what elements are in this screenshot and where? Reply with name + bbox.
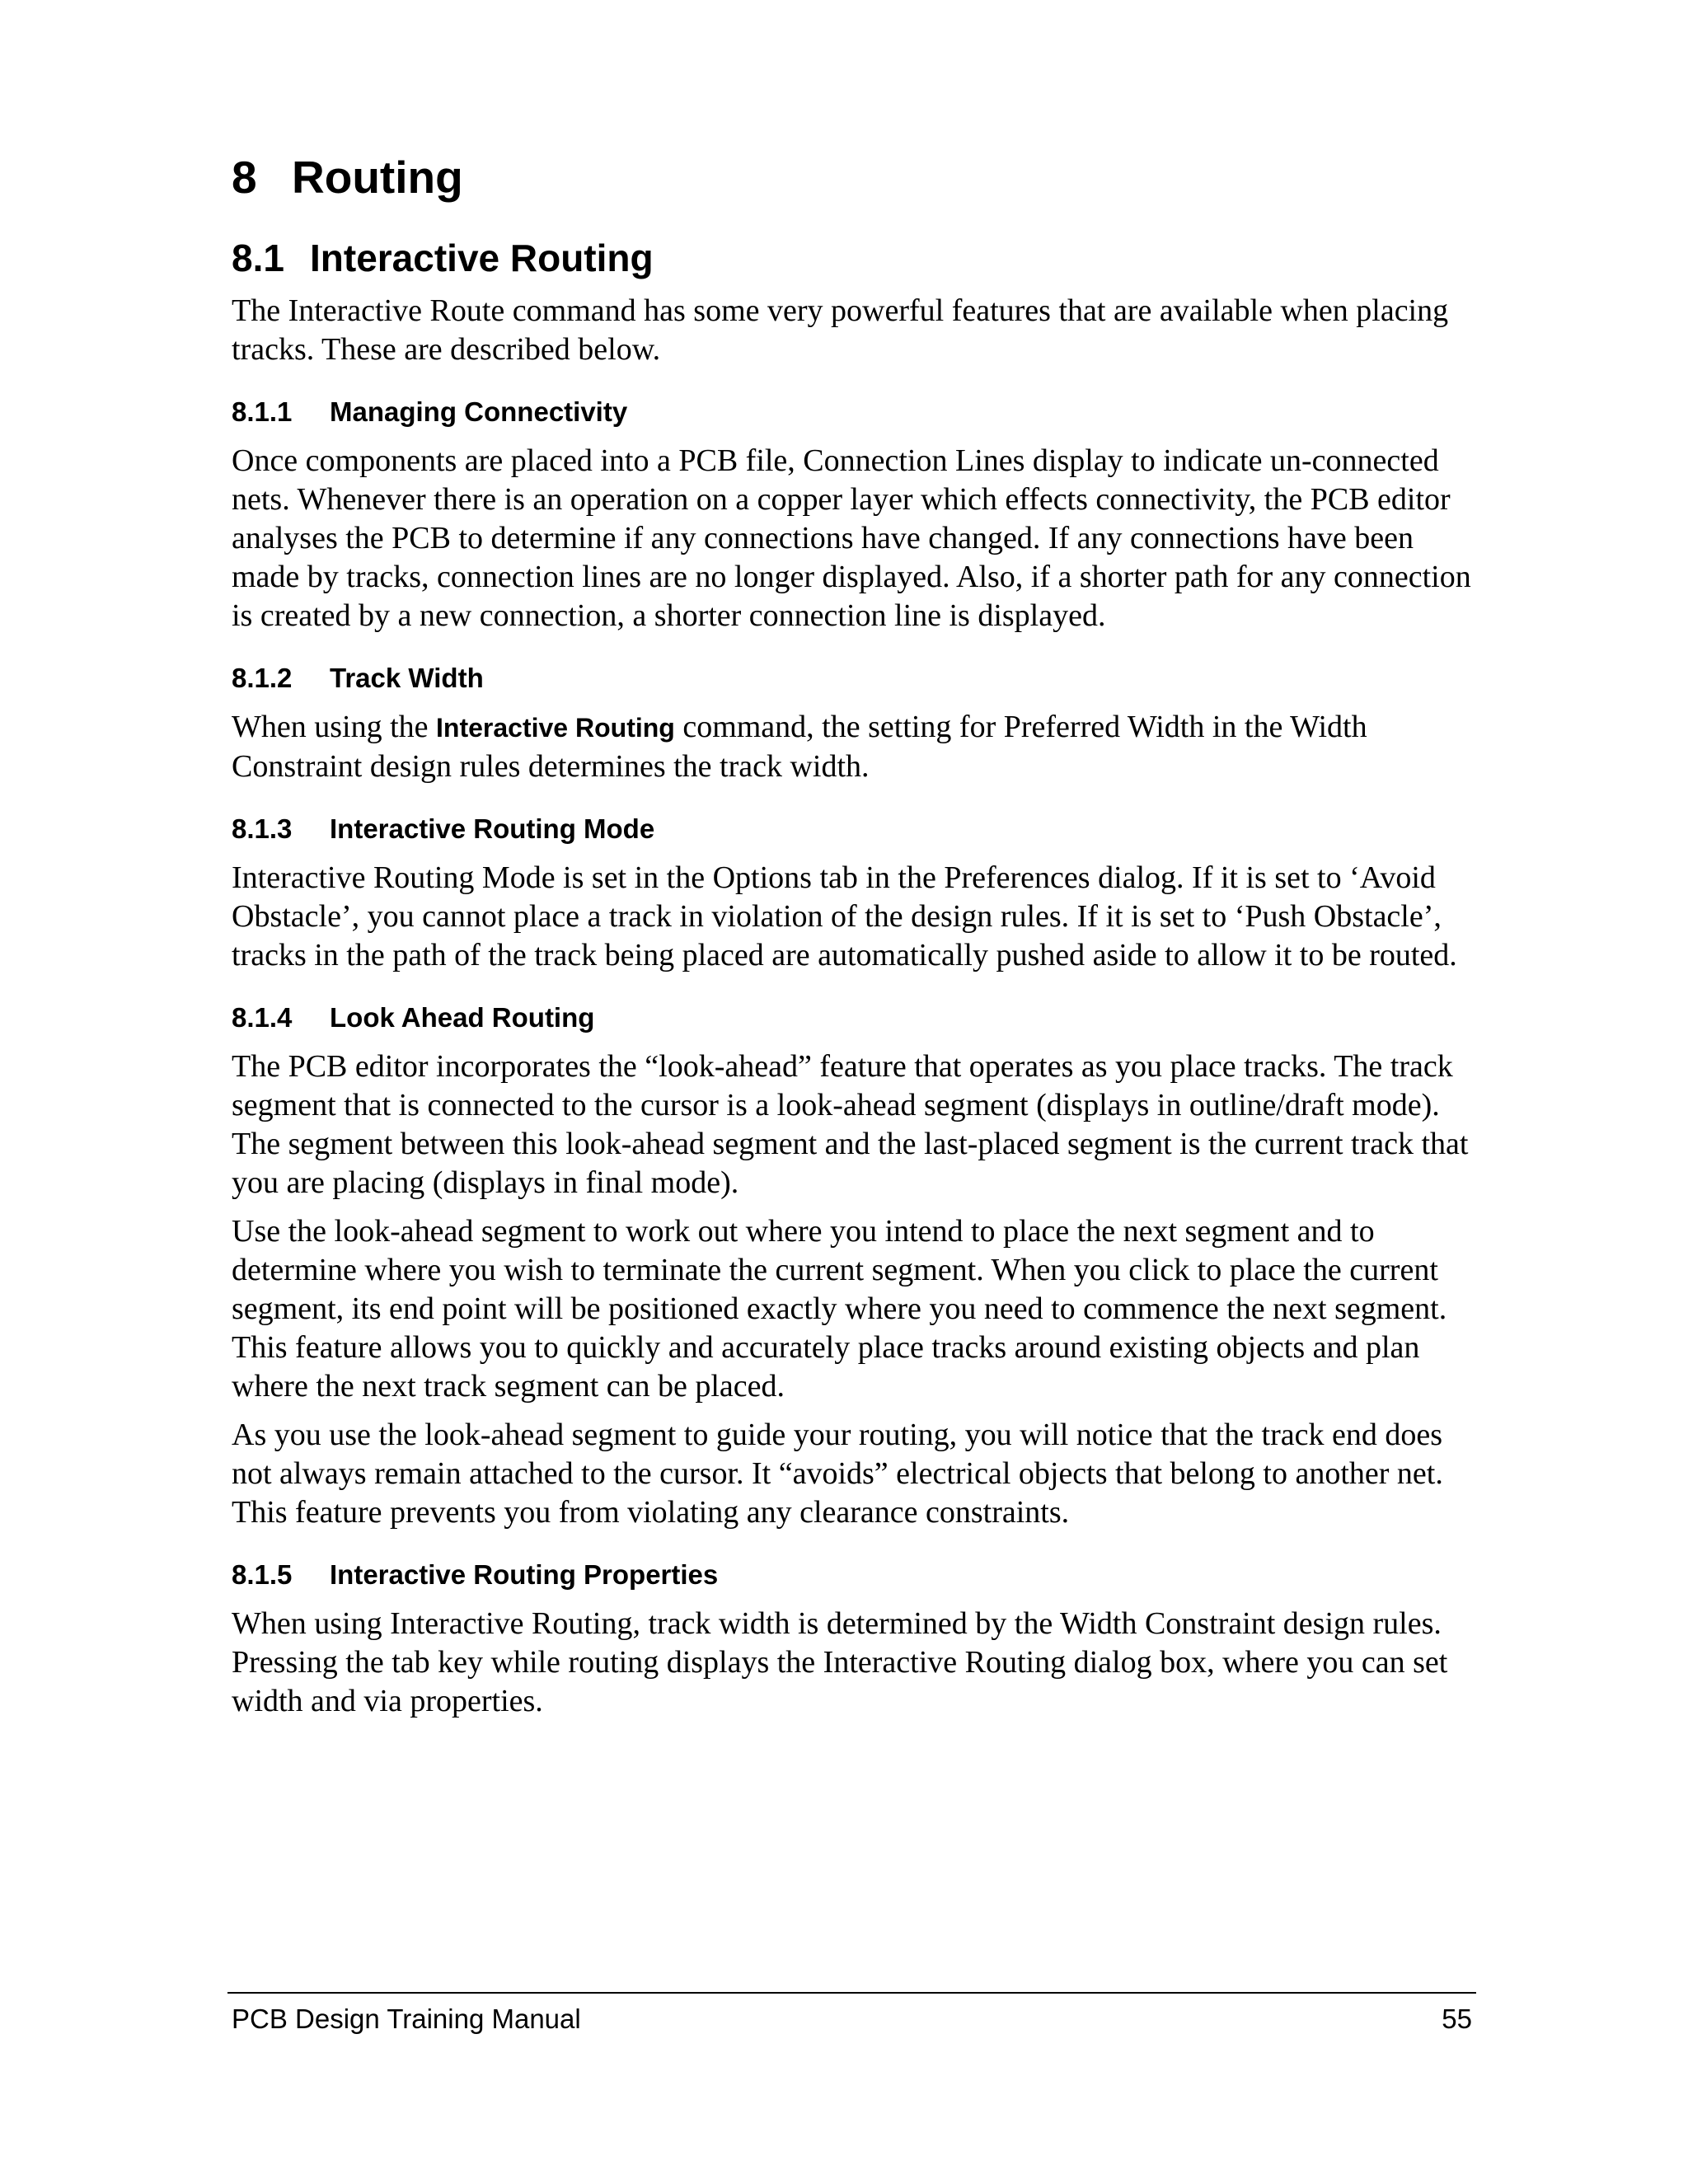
subsection-number: 8.1.2 (232, 663, 293, 693)
paragraph-text: command, the setting for Preferred Width in the Width Constraint design rules determines the track width. (232, 710, 1367, 784)
chapter-title: Routing (292, 152, 463, 203)
footer-title: PCB Design Training Manual (232, 2004, 581, 2034)
subsection-number: 8.1.4 (232, 1002, 293, 1033)
subsection-heading-interactive-routing-mode (232, 811, 1476, 847)
subsection-heading-track-width (232, 660, 1476, 696)
paragraph-text: When using the (232, 710, 437, 744)
subsection-number: 8.1.3 (232, 813, 293, 844)
subsection-title: Interactive Routing Mode (330, 813, 655, 844)
page-number: 55 (1442, 2004, 1472, 2034)
subsection-heading-look-ahead-routing (232, 1000, 1476, 1036)
subsection-number: 8.1.1 (232, 396, 293, 427)
paragraph: Interactive Routing Mode is set in the Options tab in the Preferences dialog. If it is set to ‘Avoid Obstacle’, you cannot place a track in violation of the design rules. If it is set to ‘Push Obstacle’, tracks in the path of the track being placed are automatically pushed aside to allow it to be routed. (232, 860, 1457, 972)
subsection-number: 8.1.5 (232, 1559, 293, 1590)
paragraph: Once components are placed into a PCB file, Connection Lines display to indicate un-connected nets. Whenever there is an operation on a copper layer which effects connectivity, the PCB editor analyses the PCB to determine if any connections have changed. If any connections have been made by tracks, connection lines are no longer displayed. Also, if a shorter path for any connection is created by a new connection, a shorter connection line is displayed. (232, 443, 1471, 633)
subsection-heading-interactive-routing-properties (232, 1557, 1476, 1593)
section-intro: The Interactive Route command has some very powerful features that are available when placing tracks. These are described below. (232, 293, 1449, 367)
subsection-heading-managing-connectivity (232, 394, 1476, 430)
paragraph: Use the look-ahead segment to work out where you intend to place the next segment and to determine where you wish to terminate the current segment. When you click to place the current segment, its end point will be positioned exactly where you need to commence the next segment. This feature allows you to quickly and accurately place tracks around existing objects and plan where the next track segment can be placed. (232, 1214, 1447, 1404)
page-content (232, 148, 1476, 1731)
subsection-title: Track Width (330, 663, 484, 693)
subsection-title: Managing Connectivity (330, 396, 628, 427)
section-number: 8.1 (232, 237, 284, 279)
paragraph: When using Interactive Routing, track width is determined by the Width Constraint design rules. Pressing the tab key while routing displays the Interactive Routing dialog box, where you can set width and via properties. (232, 1606, 1448, 1718)
footer-divider (227, 1992, 1476, 1994)
subsection-title: Interactive Routing Properties (330, 1559, 719, 1590)
section-title: Interactive Routing (310, 237, 654, 279)
paragraph: The PCB editor incorporates the “look-ahead” feature that operates as you place tracks. The track segment that is connected to the cursor is a look-ahead segment (displays in outline/draft mode). The segment between this look-ahead segment and the last-placed segment is the current track that you are placing (displays in final mode). (232, 1049, 1469, 1200)
paragraph (232, 708, 1476, 786)
command-name: Interactive Routing (436, 713, 675, 743)
paragraph: As you use the look-ahead segment to guide your routing, you will notice that the track end does not always remain attached to the cursor. It “avoids” electrical objects that belong to another net. This feature prevents you from violating any clearance constraints. (232, 1418, 1443, 1530)
subsection-title: Look Ahead Routing (330, 1002, 595, 1033)
chapter-number: 8 (232, 152, 257, 203)
section-heading (232, 234, 1476, 282)
chapter-heading (232, 148, 1476, 206)
